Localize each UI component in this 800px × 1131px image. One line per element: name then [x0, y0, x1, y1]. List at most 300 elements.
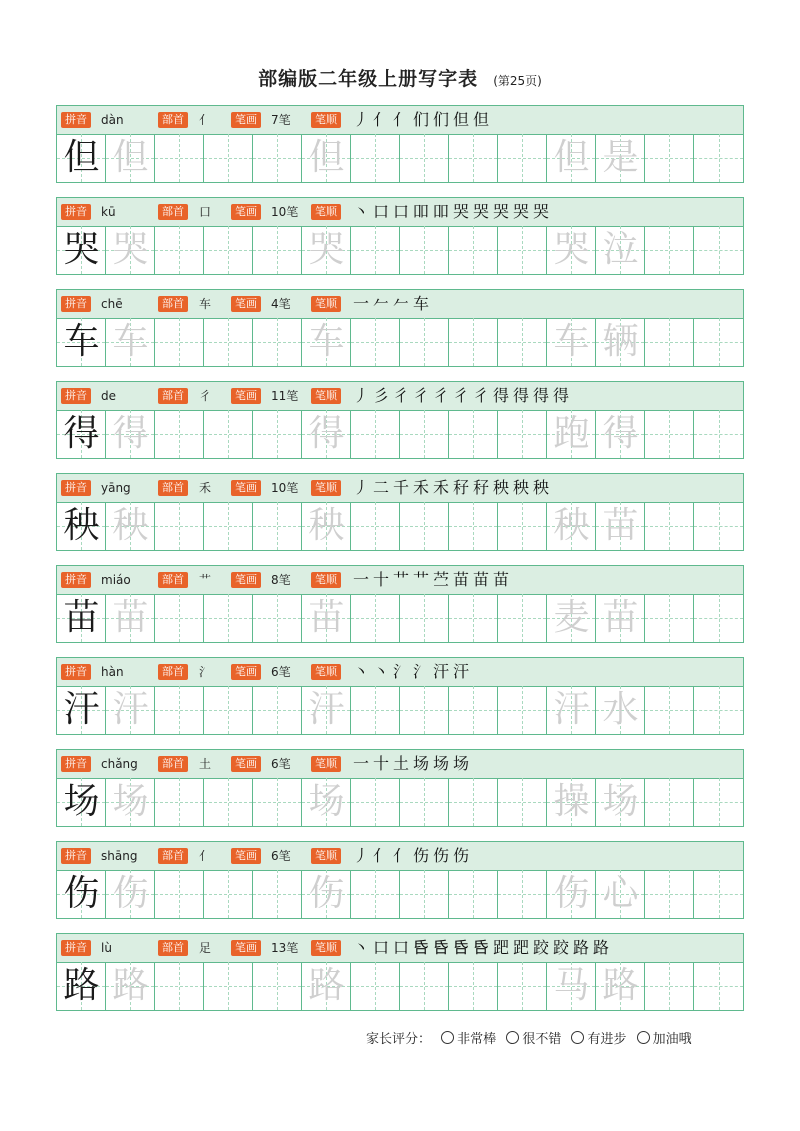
model-character: 但: [63, 137, 100, 178]
practice-cell[interactable]: [57, 870, 106, 918]
model-character: 汗: [63, 689, 100, 730]
radical-value: 口: [199, 205, 212, 219]
practice-cell[interactable]: [547, 134, 596, 182]
practice-cell[interactable]: [57, 134, 106, 182]
writing-grid: [56, 134, 744, 183]
practice-cell[interactable]: [694, 686, 743, 734]
practice-cell[interactable]: [57, 686, 106, 734]
practice-cell[interactable]: [302, 778, 351, 826]
practice-cell[interactable]: [204, 962, 253, 1010]
practice-cell[interactable]: [547, 686, 596, 734]
stroke-count-value: 10笔: [271, 481, 299, 495]
stroke-order-sequence: 丶口口吅吅哭哭哭哭哭: [353, 202, 554, 221]
trace-character: 伤: [112, 873, 149, 914]
practice-cell[interactable]: [694, 594, 743, 642]
radical-badge: 部首: [158, 664, 188, 680]
practice-cell[interactable]: [498, 502, 547, 550]
practice-cell[interactable]: [596, 686, 645, 734]
practice-cell[interactable]: [596, 594, 645, 642]
rating-option-good[interactable]: 很不错: [506, 1032, 561, 1047]
practice-cell[interactable]: [106, 226, 155, 274]
stroke-count-badge: 笔画: [231, 664, 261, 680]
practice-cell[interactable]: [204, 594, 253, 642]
word-trace-character: 路: [602, 965, 639, 1006]
stroke-order-badge: 笔顺: [311, 204, 341, 220]
writing-grid: [56, 318, 744, 367]
trace-character: 哭: [308, 229, 345, 270]
stroke-count-badge: 笔画: [231, 940, 261, 956]
trace-character: 得: [308, 413, 345, 454]
character-info-bar: [56, 841, 744, 871]
pinyin-badge: 拼音: [61, 756, 91, 772]
practice-cell[interactable]: [204, 778, 253, 826]
stroke-count-value: 10笔: [271, 205, 299, 219]
radical-value: 土: [199, 757, 212, 771]
practice-cell[interactable]: [645, 962, 694, 1010]
practice-cell[interactable]: [302, 686, 351, 734]
character-info-bar: [56, 933, 744, 963]
practice-cell[interactable]: [155, 594, 204, 642]
pinyin-value: yāng: [101, 481, 131, 495]
stroke-count-badge: 笔画: [231, 388, 261, 404]
practice-cell[interactable]: [547, 594, 596, 642]
pinyin-badge: 拼音: [61, 296, 91, 312]
stroke-order-badge: 笔顺: [311, 756, 341, 772]
radical-value: 亻: [199, 113, 212, 127]
radical-badge: 部首: [158, 296, 188, 312]
practice-cell[interactable]: [400, 870, 449, 918]
practice-cell[interactable]: [498, 318, 547, 366]
practice-cell[interactable]: [449, 410, 498, 458]
character-info-bar: [56, 105, 744, 135]
practice-cell[interactable]: [351, 226, 400, 274]
practice-cell[interactable]: [694, 226, 743, 274]
practice-cell[interactable]: [204, 502, 253, 550]
radical-badge: 部首: [158, 572, 188, 588]
stroke-order-sequence: 丿彡彳彳彳彳彳得得得得: [353, 386, 574, 405]
character-row: [56, 841, 744, 922]
word-trace-character: 秧: [553, 505, 590, 546]
practice-cell[interactable]: [498, 778, 547, 826]
practice-cell[interactable]: [449, 318, 498, 366]
practice-cell[interactable]: [449, 870, 498, 918]
stroke-count-value: 6笔: [271, 757, 291, 771]
practice-cell[interactable]: [106, 134, 155, 182]
practice-cell[interactable]: [57, 318, 106, 366]
practice-cell[interactable]: [351, 594, 400, 642]
practice-cell[interactable]: [253, 318, 302, 366]
stroke-order-sequence: 丶口口𠯑𠯑𠯑𠯑跁跁跤跤路路: [353, 938, 614, 957]
trace-character: 但: [308, 137, 345, 178]
practice-cell[interactable]: [449, 778, 498, 826]
pinyin-value: dàn: [101, 113, 124, 127]
stroke-count-value: 7笔: [271, 113, 291, 127]
practice-cell[interactable]: [204, 318, 253, 366]
practice-cell[interactable]: [645, 410, 694, 458]
page-title-area: [0, 64, 800, 91]
radical-badge: 部首: [158, 940, 188, 956]
writing-grid: [56, 226, 744, 275]
practice-cell[interactable]: [253, 410, 302, 458]
practice-cell[interactable]: [498, 226, 547, 274]
stroke-count-value: 6笔: [271, 849, 291, 863]
practice-cell[interactable]: [596, 502, 645, 550]
model-character: 车: [63, 321, 100, 362]
practice-cell[interactable]: [547, 778, 596, 826]
word-trace-character: 场: [602, 781, 639, 822]
character-row: [56, 197, 744, 278]
practice-cell[interactable]: [596, 410, 645, 458]
practice-cell[interactable]: [547, 410, 596, 458]
practice-cell[interactable]: [253, 870, 302, 918]
practice-cell[interactable]: [155, 226, 204, 274]
stroke-order-badge: 笔顺: [311, 572, 341, 588]
practice-cell[interactable]: [694, 502, 743, 550]
practice-cell[interactable]: [449, 594, 498, 642]
stroke-count-value: 13笔: [271, 941, 299, 955]
stroke-count-value: 8笔: [271, 573, 291, 587]
practice-cell[interactable]: [400, 778, 449, 826]
writing-grid: [56, 594, 744, 643]
practice-cell[interactable]: [302, 870, 351, 918]
practice-cell[interactable]: [155, 134, 204, 182]
practice-cell[interactable]: [253, 778, 302, 826]
stroke-order-badge: 笔顺: [311, 848, 341, 864]
practice-cell[interactable]: [302, 962, 351, 1010]
pinyin-badge: 拼音: [61, 664, 91, 680]
practice-cell[interactable]: [351, 318, 400, 366]
stroke-order-sequence: 丶丶氵氵汗汗: [353, 662, 474, 681]
stroke-count-badge: 笔画: [231, 112, 261, 128]
practice-cell[interactable]: [302, 410, 351, 458]
practice-cell[interactable]: [645, 594, 694, 642]
stroke-count-value: 4笔: [271, 297, 291, 311]
practice-cell[interactable]: [400, 134, 449, 182]
practice-cell[interactable]: [547, 226, 596, 274]
pinyin-badge: 拼音: [61, 388, 91, 404]
model-character: 苗: [63, 597, 100, 638]
trace-character: 车: [112, 321, 149, 362]
practice-cell[interactable]: [155, 502, 204, 550]
practice-cell[interactable]: [449, 686, 498, 734]
practice-cell[interactable]: [302, 502, 351, 550]
word-trace-character: 苗: [602, 597, 639, 638]
radical-badge: 部首: [158, 388, 188, 404]
practice-cell[interactable]: [351, 870, 400, 918]
model-character: 哭: [63, 229, 100, 270]
practice-cell[interactable]: [204, 686, 253, 734]
character-row: [56, 657, 744, 738]
radio-circle-icon[interactable]: [506, 1031, 519, 1044]
practice-cell[interactable]: [547, 502, 596, 550]
trace-character: 路: [112, 965, 149, 1006]
pinyin-value: shāng: [101, 849, 138, 863]
practice-cell[interactable]: [57, 502, 106, 550]
practice-cell[interactable]: [694, 410, 743, 458]
trace-character: 秧: [308, 505, 345, 546]
practice-cell[interactable]: [351, 410, 400, 458]
radical-value: 氵: [199, 665, 212, 679]
practice-cell[interactable]: [302, 226, 351, 274]
character-row: [56, 565, 744, 646]
character-row: [56, 933, 744, 1014]
practice-cell[interactable]: [449, 134, 498, 182]
pinyin-badge: 拼音: [61, 480, 91, 496]
pinyin-value: hàn: [101, 665, 124, 679]
stroke-order-sequence: 一𠂉𠂉车: [353, 294, 434, 313]
pinyin-value: chǎng: [101, 757, 138, 771]
word-trace-character: 操: [553, 781, 590, 822]
practice-cell[interactable]: [106, 870, 155, 918]
stroke-order-badge: 笔顺: [311, 940, 341, 956]
practice-cell[interactable]: [253, 686, 302, 734]
writing-grid: [56, 502, 744, 551]
practice-cell[interactable]: [645, 226, 694, 274]
word-trace-character: 心: [602, 873, 639, 914]
pinyin-badge: 拼音: [61, 940, 91, 956]
practice-cell[interactable]: [645, 686, 694, 734]
character-row: [56, 289, 744, 370]
character-info-bar: [56, 749, 744, 779]
trace-character: 伤: [308, 873, 345, 914]
stroke-order-badge: 笔顺: [311, 112, 341, 128]
practice-cell[interactable]: [351, 686, 400, 734]
practice-cell[interactable]: [253, 134, 302, 182]
practice-cell[interactable]: [547, 318, 596, 366]
practice-cell[interactable]: [155, 318, 204, 366]
practice-cell[interactable]: [351, 962, 400, 1010]
radio-circle-icon[interactable]: [441, 1031, 454, 1044]
practice-cell[interactable]: [596, 318, 645, 366]
word-trace-character: 跑: [553, 413, 590, 454]
character-row: [56, 749, 744, 830]
writing-grid: [56, 962, 744, 1011]
radio-circle-icon[interactable]: [571, 1031, 584, 1044]
practice-cell[interactable]: [694, 962, 743, 1010]
practice-cell[interactable]: [400, 686, 449, 734]
stroke-order-badge: 笔顺: [311, 480, 341, 496]
radical-badge: 部首: [158, 112, 188, 128]
pinyin-badge: 拼音: [61, 848, 91, 864]
word-trace-character: 是: [602, 137, 639, 178]
practice-cell[interactable]: [498, 594, 547, 642]
page-title: 部编版二年级上册写字表: [258, 68, 479, 90]
stroke-count-value: 11笔: [271, 389, 299, 403]
trace-character: 汗: [308, 689, 345, 730]
character-info-bar: [56, 473, 744, 503]
writing-grid: [56, 778, 744, 827]
word-trace-character: 泣: [602, 229, 639, 270]
stroke-count-badge: 笔画: [231, 572, 261, 588]
pinyin-badge: 拼音: [61, 204, 91, 220]
word-trace-character: 辆: [602, 321, 639, 362]
practice-cell[interactable]: [106, 318, 155, 366]
practice-cell[interactable]: [351, 778, 400, 826]
radio-circle-icon[interactable]: [637, 1031, 650, 1044]
model-character: 秧: [63, 505, 100, 546]
practice-cell[interactable]: [253, 226, 302, 274]
word-trace-character: 水: [602, 689, 639, 730]
radical-value: 车: [199, 297, 212, 311]
word-trace-character: 哭: [553, 229, 590, 270]
practice-cell[interactable]: [400, 962, 449, 1010]
trace-character: 车: [308, 321, 345, 362]
practice-cell[interactable]: [645, 870, 694, 918]
stroke-count-value: 6笔: [271, 665, 291, 679]
word-trace-character: 马: [553, 965, 590, 1006]
practice-cell[interactable]: [449, 226, 498, 274]
practice-cell[interactable]: [351, 134, 400, 182]
trace-character: 得: [112, 413, 149, 454]
trace-character: 苗: [308, 597, 345, 638]
practice-cell[interactable]: [204, 870, 253, 918]
practice-cell[interactable]: [106, 778, 155, 826]
practice-cell[interactable]: [498, 134, 547, 182]
practice-cell[interactable]: [204, 134, 253, 182]
practice-cell[interactable]: [498, 962, 547, 1010]
radical-value: 彳: [199, 389, 212, 403]
stroke-order-badge: 笔顺: [311, 388, 341, 404]
practice-cell[interactable]: [596, 962, 645, 1010]
practice-cell[interactable]: [57, 594, 106, 642]
model-character: 路: [63, 965, 100, 1006]
stroke-order-sequence: 丿亻亻伤伤伤: [353, 846, 474, 865]
practice-cell[interactable]: [57, 962, 106, 1010]
practice-cell[interactable]: [449, 502, 498, 550]
radical-badge: 部首: [158, 480, 188, 496]
stroke-count-badge: 笔画: [231, 296, 261, 312]
writing-grid: [56, 870, 744, 919]
practice-cell[interactable]: [694, 134, 743, 182]
practice-cell[interactable]: [57, 410, 106, 458]
practice-cell[interactable]: [204, 410, 253, 458]
practice-cell[interactable]: [302, 134, 351, 182]
practice-cell[interactable]: [155, 962, 204, 1010]
practice-cell[interactable]: [596, 778, 645, 826]
practice-cell[interactable]: [400, 594, 449, 642]
practice-cell[interactable]: [400, 318, 449, 366]
pinyin-value: lù: [101, 941, 112, 955]
trace-character: 场: [112, 781, 149, 822]
practice-cell[interactable]: [596, 870, 645, 918]
practice-cell[interactable]: [106, 410, 155, 458]
practice-cell[interactable]: [645, 502, 694, 550]
practice-cell[interactable]: [106, 594, 155, 642]
rating-label: 家长评分：: [366, 1032, 432, 1047]
practice-cell[interactable]: [155, 410, 204, 458]
practice-cell[interactable]: [596, 134, 645, 182]
stroke-count-badge: 笔画: [231, 848, 261, 864]
word-trace-character: 但: [553, 137, 590, 178]
character-row: [56, 473, 744, 554]
stroke-order-sequence: 丿二千禾禾秄秄秧秧秧: [353, 478, 554, 497]
practice-cell[interactable]: [155, 686, 204, 734]
stroke-count-badge: 笔画: [231, 204, 261, 220]
radical-value: 艹: [199, 573, 212, 587]
trace-character: 场: [308, 781, 345, 822]
practice-cell[interactable]: [302, 594, 351, 642]
practice-cell[interactable]: [596, 226, 645, 274]
word-trace-character: 伤: [553, 873, 590, 914]
practice-cell[interactable]: [106, 686, 155, 734]
practice-cell[interactable]: [547, 870, 596, 918]
word-trace-character: 车: [553, 321, 590, 362]
pinyin-value: kū: [101, 205, 116, 219]
character-info-bar: [56, 197, 744, 227]
parent-rating: [366, 1028, 692, 1047]
word-trace-character: 苗: [602, 505, 639, 546]
character-row: [56, 105, 744, 186]
practice-cell[interactable]: [449, 962, 498, 1010]
practice-cell[interactable]: [645, 778, 694, 826]
practice-cell[interactable]: [694, 778, 743, 826]
stroke-count-badge: 笔画: [231, 756, 261, 772]
practice-cell[interactable]: [498, 870, 547, 918]
practice-cell[interactable]: [302, 318, 351, 366]
stroke-count-badge: 笔画: [231, 480, 261, 496]
practice-cell[interactable]: [57, 226, 106, 274]
practice-cell[interactable]: [547, 962, 596, 1010]
practice-cell[interactable]: [645, 134, 694, 182]
practice-cell[interactable]: [57, 778, 106, 826]
model-character: 场: [63, 781, 100, 822]
word-trace-character: 麦: [553, 597, 590, 638]
character-info-bar: [56, 381, 744, 411]
model-character: 伤: [63, 873, 100, 914]
rating-option-keep-going[interactable]: 加油哦: [637, 1032, 692, 1047]
trace-character: 哭: [112, 229, 149, 270]
practice-cell[interactable]: [498, 410, 547, 458]
practice-cell[interactable]: [155, 778, 204, 826]
practice-cell[interactable]: [400, 226, 449, 274]
stroke-order-sequence: 一十艹艹苎苗苗苗: [353, 570, 514, 589]
stroke-order-sequence: 丿亻亻们们但但: [353, 110, 494, 129]
radical-value: 足: [199, 941, 212, 955]
practice-cell[interactable]: [106, 962, 155, 1010]
practice-cell[interactable]: [498, 686, 547, 734]
character-row: [56, 381, 744, 462]
pinyin-badge: 拼音: [61, 572, 91, 588]
practice-cell[interactable]: [106, 502, 155, 550]
practice-cell[interactable]: [645, 318, 694, 366]
rating-option-improved[interactable]: 有进步: [571, 1032, 626, 1047]
radical-badge: 部首: [158, 848, 188, 864]
practice-cell[interactable]: [253, 502, 302, 550]
character-info-bar: [56, 657, 744, 687]
practice-cell[interactable]: [400, 502, 449, 550]
stroke-order-sequence: 一十土场场场: [353, 754, 474, 773]
rating-option-excellent[interactable]: 非常棒: [441, 1032, 496, 1047]
pinyin-value: chē: [101, 297, 123, 311]
writing-grid: [56, 410, 744, 459]
stroke-order-badge: 笔顺: [311, 296, 341, 312]
practice-cell[interactable]: [694, 318, 743, 366]
practice-cell[interactable]: [253, 962, 302, 1010]
practice-cell[interactable]: [204, 226, 253, 274]
practice-cell[interactable]: [694, 870, 743, 918]
practice-cell[interactable]: [155, 870, 204, 918]
trace-character: 汗: [112, 689, 149, 730]
pinyin-value: de: [101, 389, 116, 403]
practice-cell[interactable]: [351, 502, 400, 550]
radical-value: 亻: [199, 849, 212, 863]
pinyin-value: miáo: [101, 573, 131, 587]
radical-badge: 部首: [158, 756, 188, 772]
character-info-bar: [56, 289, 744, 319]
trace-character: 秧: [112, 505, 149, 546]
practice-cell[interactable]: [253, 594, 302, 642]
practice-cell[interactable]: [400, 410, 449, 458]
